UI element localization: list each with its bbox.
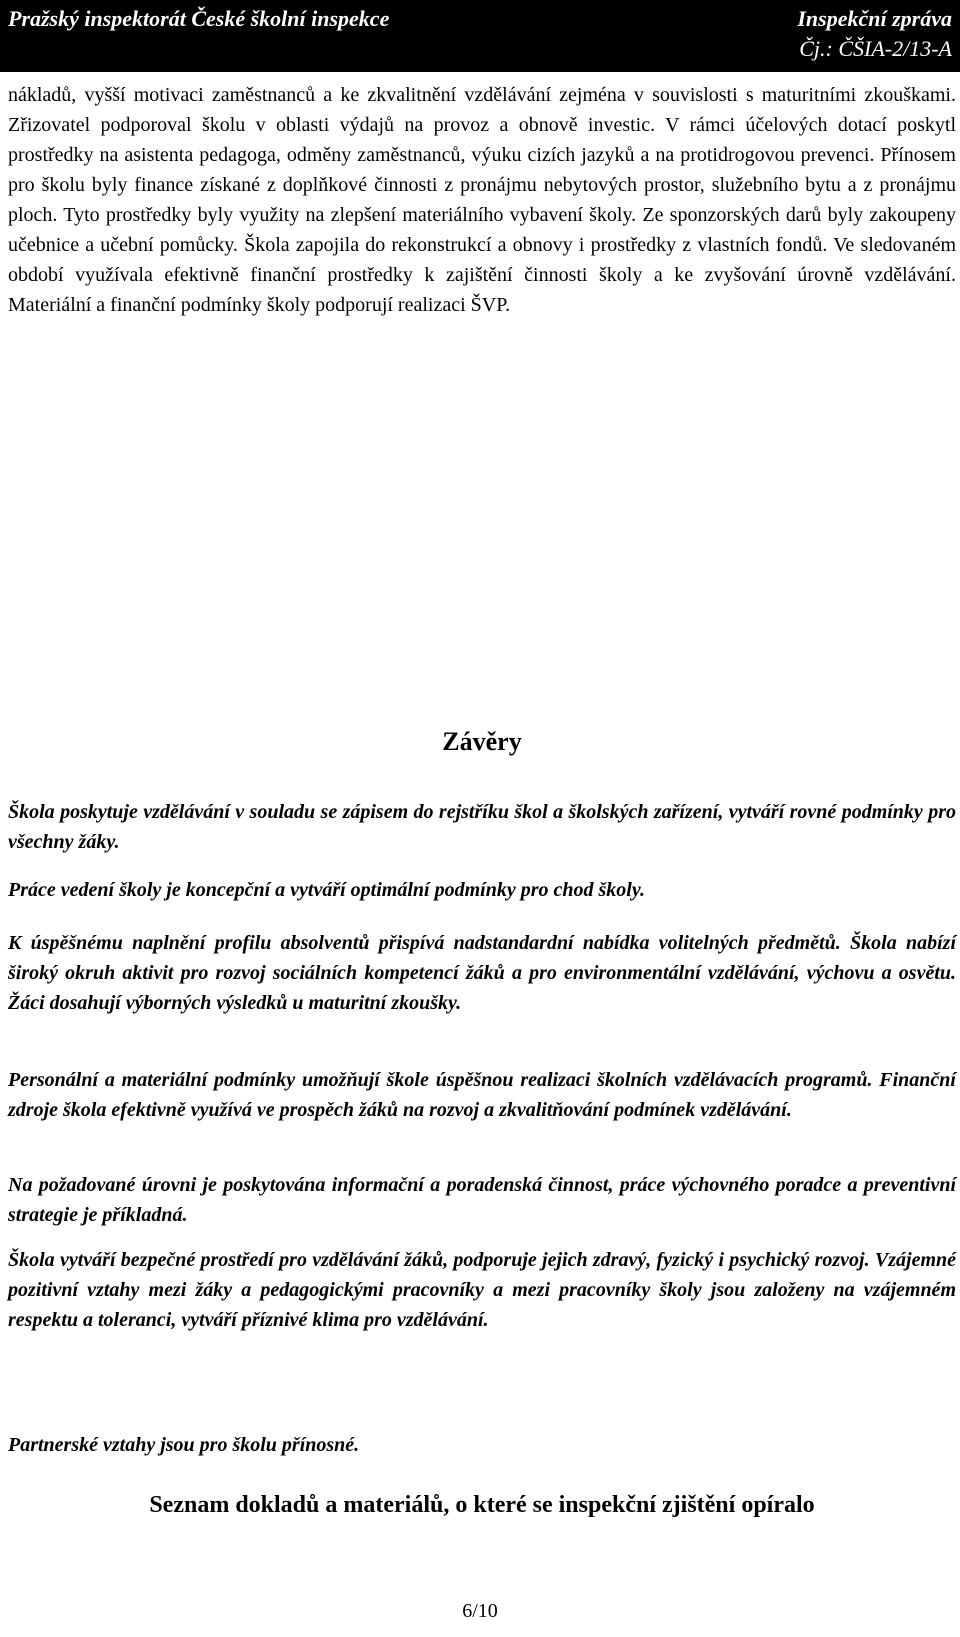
intro-paragraph: nákladů, vyšší motivaci zaměstnanců a ke zkvalitnění vzdělávání zejména v souvislosti s maturitními zkouškami. Zřizovatel podporoval školu v oblasti výdajů na provoz a obnově investic. V rámci účelových dotací poskytl prostředky na asistenta pedagoga, odměny zaměstnanců, výuku cizích jazyků a na protidrogovou prevenci. Přínosem pro školu byly finance získané z doplňkové činnosti z pronájmu nebytových prostor, služebního bytu a z pronájmu ploch. Tyto prostředky byly využity na zlepšení materiálního vybavení školy. Ze sponzorských darů byly zakoupeny učebnice a učební pomůcky. Škola zapojila do rekonstrukcí a obnovy i prostředky z vlastních fondů. Ve sledovaném období využívala efektivně finanční prostředky k zajištění činnosti školy a ke zvyšování úrovně vzdělávání. Materiální a finanční podmínky školy podporují realizaci ŠVP.: [8, 84, 956, 316]
conclusion-item: Personální a materiální podmínky umožňují škole úspěšnou realizaci školních vzdělávacích programů. Finanční zdroje škola efektivně využívá ve prospěch žáků na rozvoj a zkvalitňování podmínek vzdělávání.: [8, 1069, 956, 1121]
page-number: 6/10: [462, 1600, 498, 1622]
header-report-title: Inspekční zpráva: [797, 6, 952, 31]
conclusion-item: Škola poskytuje vzdělávání v souladu se zápisem do rejstříku škol a školských zařízení, vytváří rovné podmínky pro všechny žáky.: [8, 801, 956, 853]
header-inspectorate: Pražský inspektorát České školní inspekce: [8, 6, 390, 31]
conclusion-item: K úspěšnému naplnění profilu absolventů přispívá nadstandardní nabídka volitelných předmětů. Škola nabízí široký okruh aktivit pro rozvoj sociálních kompetencí žáků a pro environmentální vzdělávání, výchovu a osvětu. Žáci dosahují výborných výsledků u maturitní zkoušky.: [8, 932, 956, 1014]
header-reference-number: Čj.: ČŠIA-2/13-A: [799, 36, 952, 61]
documents-heading: Seznam dokladů a materiálů, o které se inspekční zjištění opíralo: [149, 1492, 815, 1518]
conclusion-item: Partnerské vztahy jsou pro školu přínosné.: [8, 1434, 360, 1456]
conclusion-item: Škola vytváří bezpečné prostředí pro vzdělávání žáků, podporuje jejich zdravý, fyzický i psychický rozvoj. Vzájemné pozitivní vztahy mezi žáky a pedagogickými pracovníky a mezi pracovníky školy jsou založeny na vzájemném respektu a toleranci, vytváří příznivé klima pro vzdělávání.: [8, 1249, 956, 1331]
conclusion-item: Práce vedení školy je koncepční a vytváří optimální podmínky pro chod školy.: [8, 879, 645, 901]
documents-section: [8, 0, 956, 1637]
conclusion-item: Na požadované úrovni je poskytována informační a poradenská činnost, práce výchovného poradce a preventivní strategie je příkladná.: [8, 1174, 956, 1226]
conclusions-heading: Závěry: [442, 727, 522, 756]
